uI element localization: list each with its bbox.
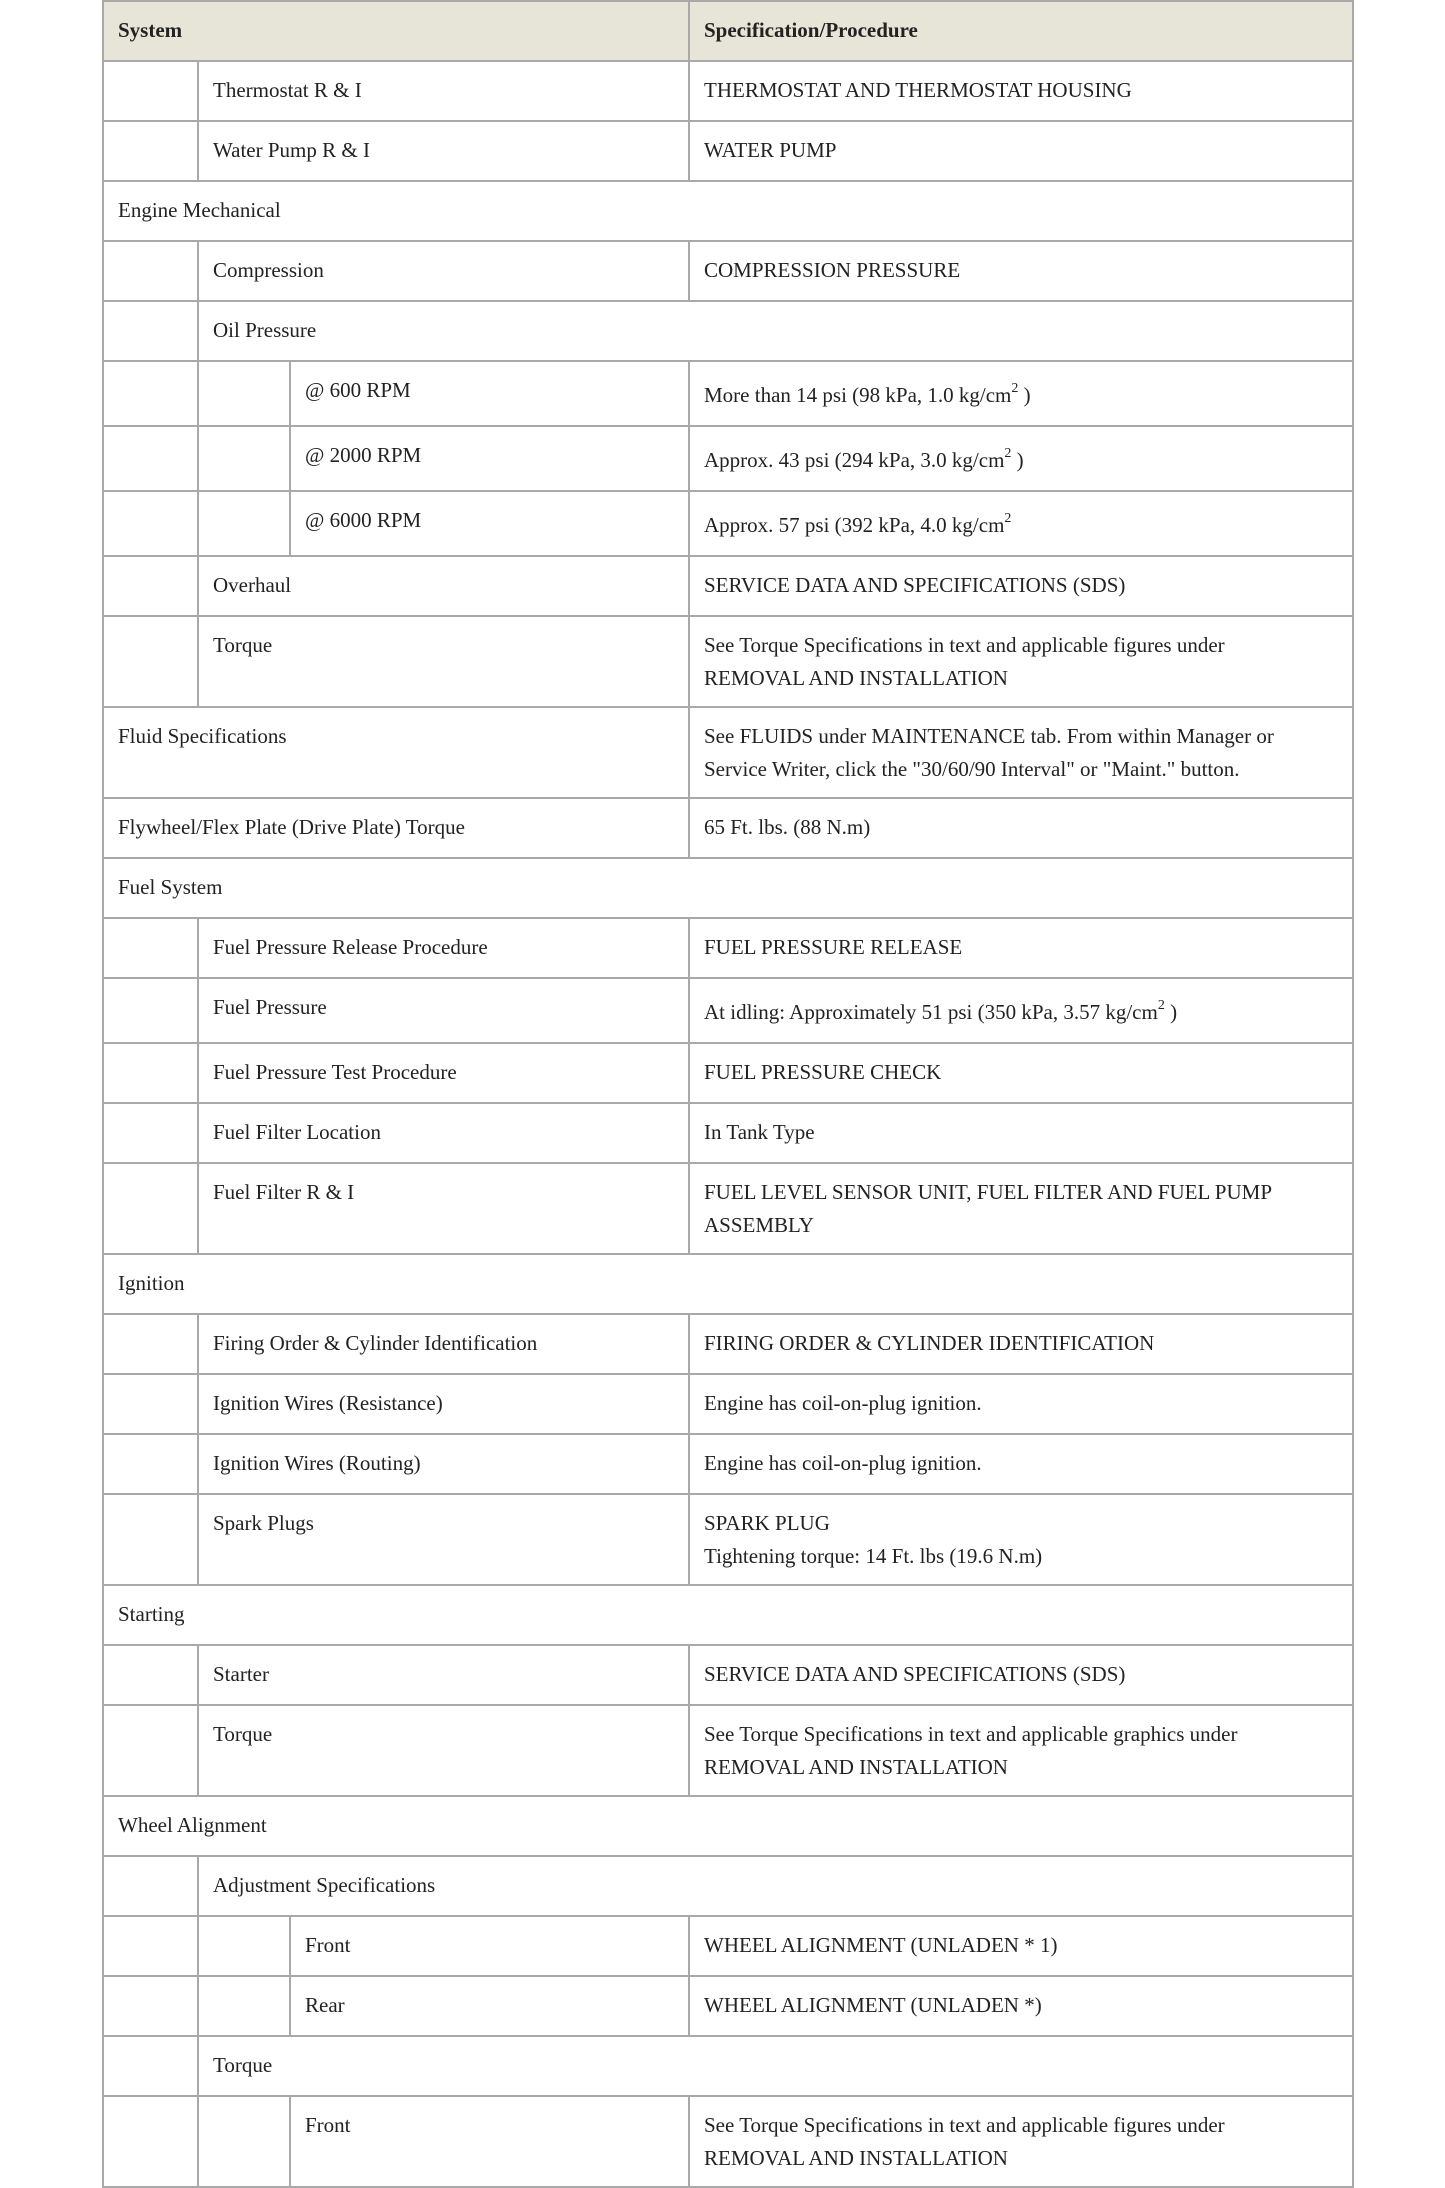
row-label: Front	[290, 1916, 689, 1976]
table-row	[103, 61, 1353, 121]
section-heading: Starting	[103, 1585, 1353, 1645]
row-value: WHEEL ALIGNMENT (UNLADEN * 1)	[689, 1916, 1353, 1976]
row-value: See Torque Specifications in text and applicable figures under REMOVAL AND INSTALLATION	[689, 616, 1353, 707]
row-value: FUEL PRESSURE RELEASE	[689, 918, 1353, 978]
row-value: WHEEL ALIGNMENT (UNLADEN *)	[689, 1976, 1353, 2036]
table-row	[103, 918, 1353, 978]
indent-cell	[103, 1103, 198, 1163]
subsection-heading: Adjustment Specifications	[198, 1856, 1353, 1916]
section-row	[103, 1796, 1353, 1856]
table-row	[103, 1434, 1353, 1494]
row-label: Fuel Pressure Test Procedure	[198, 1043, 689, 1103]
table-row	[103, 2096, 1353, 2187]
table-row	[103, 556, 1353, 616]
table-row	[103, 1976, 1353, 2036]
row-label: Starter	[198, 1645, 689, 1705]
spec-table	[102, 0, 1354, 2188]
header-row	[103, 1, 1353, 61]
indent-cell	[198, 1976, 290, 2036]
indent-cell	[103, 1705, 198, 1796]
row-value: Approx. 43 psi (294 kPa, 3.0 $kg/cm^2$ )	[689, 426, 1353, 491]
section-heading: Engine Mechanical	[103, 181, 1353, 241]
row-label: Spark Plugs	[198, 1494, 689, 1585]
table-row	[103, 707, 1353, 798]
row-label: Fuel Pressure	[198, 978, 689, 1043]
indent-cell	[198, 491, 290, 556]
indent-cell	[103, 918, 198, 978]
row-label: Ignition Wires (Routing)	[198, 1434, 689, 1494]
row-label: Rear	[290, 1976, 689, 2036]
table-row	[103, 1163, 1353, 1254]
row-label: @ 6000 RPM	[290, 491, 689, 556]
section-heading: Wheel Alignment	[103, 1796, 1353, 1856]
row-value: More than 14 psi (98 kPa, 1.0 $kg/cm^2$ )	[689, 361, 1353, 426]
indent-cell	[198, 361, 290, 426]
indent-cell	[103, 491, 198, 556]
indent-cell	[103, 1976, 198, 2036]
row-value: COMPRESSION PRESSURE	[689, 241, 1353, 301]
table-row	[103, 1494, 1353, 1585]
indent-cell	[103, 2096, 198, 2187]
row-label: Front	[290, 2096, 689, 2187]
indent-cell	[103, 61, 198, 121]
row-value: See Torque Specifications in text and applicable figures under REMOVAL AND INSTALLATION	[689, 2096, 1353, 2187]
subsection-heading: Torque	[198, 2036, 1353, 2096]
row-value: FIRING ORDER & CYLINDER IDENTIFICATION	[689, 1314, 1353, 1374]
row-value: Approx. 57 psi (392 kPa, 4.0 $kg/cm^2$	[689, 491, 1353, 556]
row-value: 65 Ft. lbs. (88 N.m)	[689, 798, 1353, 858]
table-row	[103, 1103, 1353, 1163]
row-value: SERVICE DATA AND SPECIFICATIONS (SDS)	[689, 556, 1353, 616]
row-label: Firing Order & Cylinder Identification	[198, 1314, 689, 1374]
indent-cell	[103, 241, 198, 301]
table-row	[103, 1916, 1353, 1976]
row-label: Water Pump R & I	[198, 121, 689, 181]
row-value: See FLUIDS under MAINTENANCE tab. From within Manager or Service Writer, click the "30/60/90 Interval" or "Maint." button.	[689, 707, 1353, 798]
indent-cell	[103, 1374, 198, 1434]
subsection-row	[103, 1856, 1353, 1916]
row-label: Flywheel/Flex Plate (Drive Plate) Torque	[103, 798, 689, 858]
row-label: Overhaul	[198, 556, 689, 616]
indent-cell	[103, 556, 198, 616]
row-value: Engine has coil-on-plug ignition.	[689, 1434, 1353, 1494]
indent-cell	[103, 1314, 198, 1374]
table-row	[103, 1705, 1353, 1796]
header-spec: Specification/Procedure	[689, 1, 1353, 61]
indent-cell	[103, 978, 198, 1043]
indent-cell	[103, 1645, 198, 1705]
table-row	[103, 491, 1353, 556]
indent-cell	[103, 1043, 198, 1103]
header-system: System	[103, 1, 689, 61]
row-value: SERVICE DATA AND SPECIFICATIONS (SDS)	[689, 1645, 1353, 1705]
row-value: In Tank Type	[689, 1103, 1353, 1163]
indent-cell	[103, 426, 198, 491]
subsection-row	[103, 2036, 1353, 2096]
subsection-heading: Oil Pressure	[198, 301, 1353, 361]
section-row	[103, 858, 1353, 918]
row-value: THERMOSTAT AND THERMOSTAT HOUSING	[689, 61, 1353, 121]
indent-cell	[103, 1494, 198, 1585]
row-value: Engine has coil-on-plug ignition.	[689, 1374, 1353, 1434]
row-value: At idling: Approximately 51 psi (350 kPa, 3.57 $kg/cm^2$ )	[689, 978, 1353, 1043]
section-row	[103, 181, 1353, 241]
section-heading: Ignition	[103, 1254, 1353, 1314]
indent-cell	[103, 121, 198, 181]
row-label: Torque	[198, 616, 689, 707]
table-row	[103, 361, 1353, 426]
indent-cell	[103, 1163, 198, 1254]
row-label: @ 600 RPM	[290, 361, 689, 426]
table-row	[103, 241, 1353, 301]
subsection-row	[103, 301, 1353, 361]
table-row	[103, 1645, 1353, 1705]
row-value: FUEL LEVEL SENSOR UNIT, FUEL FILTER AND FUEL PUMP ASSEMBLY	[689, 1163, 1353, 1254]
row-label: Fluid Specifications	[103, 707, 689, 798]
indent-cell	[103, 2036, 198, 2096]
row-label: Ignition Wires (Resistance)	[198, 1374, 689, 1434]
row-label: Thermostat R & I	[198, 61, 689, 121]
table-row	[103, 1043, 1353, 1103]
indent-cell	[103, 1856, 198, 1916]
section-row	[103, 1254, 1353, 1314]
indent-cell	[103, 361, 198, 426]
indent-cell	[198, 2096, 290, 2187]
table-row	[103, 798, 1353, 858]
row-label: Fuel Filter Location	[198, 1103, 689, 1163]
section-row	[103, 1585, 1353, 1645]
row-value: SPARK PLUG Tightening torque: 14 Ft. lbs (19.6 N.m)	[689, 1494, 1353, 1585]
section-heading: Fuel System	[103, 858, 1353, 918]
table-row	[103, 121, 1353, 181]
indent-cell	[103, 1916, 198, 1976]
table-row	[103, 616, 1353, 707]
row-label: Compression	[198, 241, 689, 301]
indent-cell	[103, 1434, 198, 1494]
row-label: Torque	[198, 1705, 689, 1796]
row-value: See Torque Specifications in text and applicable graphics under REMOVAL AND INSTALLATION	[689, 1705, 1353, 1796]
row-value: FUEL PRESSURE CHECK	[689, 1043, 1353, 1103]
row-label: @ 2000 RPM	[290, 426, 689, 491]
row-label: Fuel Filter R & I	[198, 1163, 689, 1254]
indent-cell	[103, 616, 198, 707]
table-row	[103, 426, 1353, 491]
row-value: WATER PUMP	[689, 121, 1353, 181]
table-row	[103, 978, 1353, 1043]
row-label: Fuel Pressure Release Procedure	[198, 918, 689, 978]
indent-cell	[103, 301, 198, 361]
table-row	[103, 1314, 1353, 1374]
table-row	[103, 1374, 1353, 1434]
indent-cell	[198, 426, 290, 491]
indent-cell	[198, 1916, 290, 1976]
